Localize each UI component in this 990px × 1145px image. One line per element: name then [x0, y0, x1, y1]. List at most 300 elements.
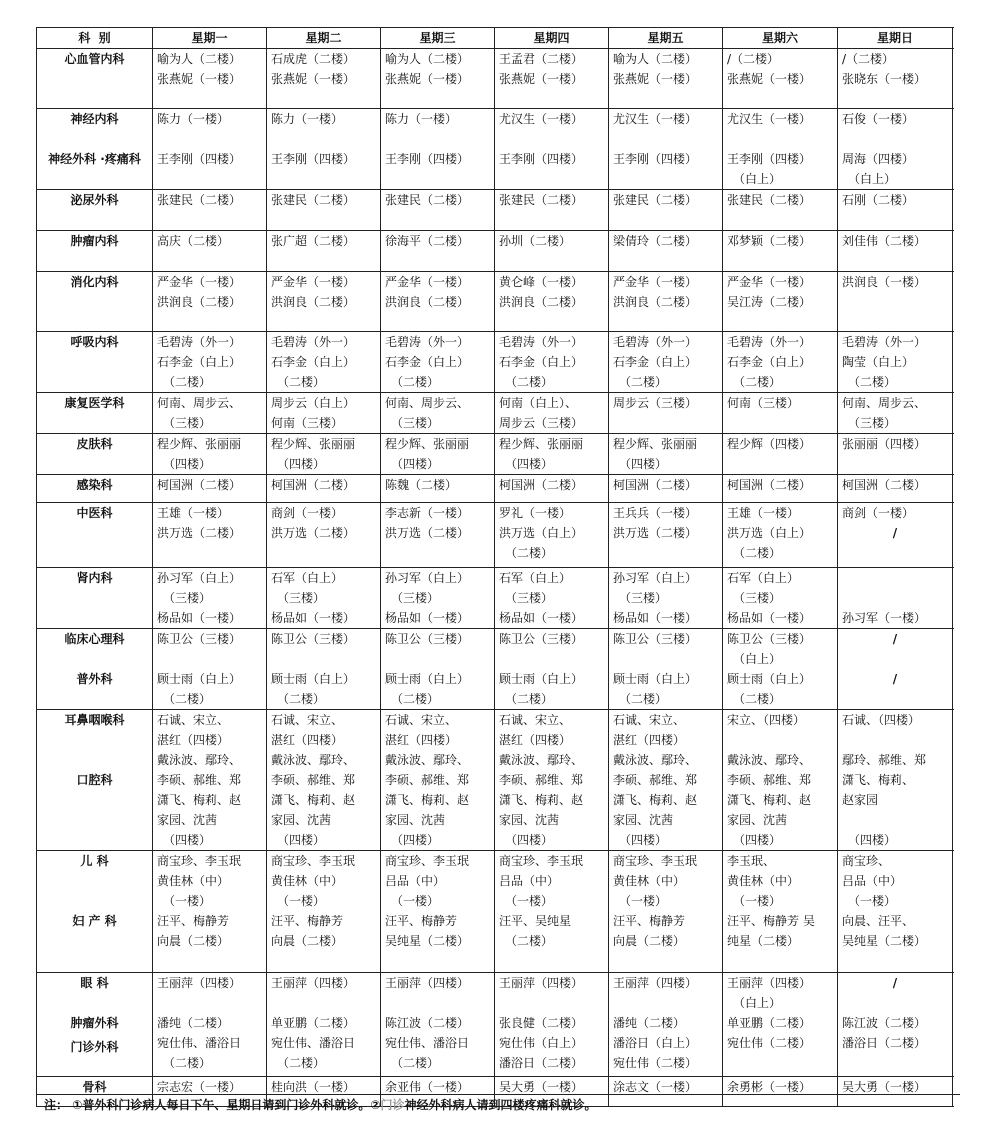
doctor-cell	[267, 231, 381, 272]
table-row	[37, 393, 953, 434]
dept-name: 神经内科	[70, 112, 119, 126]
doctor-cell	[723, 49, 838, 109]
doctor-line: 王李刚（四楼）	[271, 152, 356, 166]
doctor-line: （四楼）	[619, 833, 668, 847]
dept-name: 心血管内科	[64, 52, 125, 66]
doctor-line: 鄢玲、郝维、郑	[842, 753, 927, 767]
doctor-line: 张建民（二楼）	[385, 193, 470, 207]
doctor-line: 余亚伟（一楼）	[385, 1080, 470, 1094]
doctor-line: （二楼）	[391, 375, 440, 389]
doctor-line: （三楼）	[163, 416, 212, 430]
doctor-line: （二楼）	[619, 692, 668, 706]
table-row	[37, 49, 953, 109]
doctor-line: 李硕、郝维、郑	[613, 773, 698, 787]
doctor-cell	[267, 109, 381, 190]
doctor-line: 黄佳林（中）	[613, 874, 686, 888]
doctor-line: 洪润良（二楼）	[157, 295, 242, 309]
doctor-line	[499, 993, 604, 1013]
doctor-line: 商宝珍、李玉珉	[385, 854, 470, 868]
doctor-line: 王丽萍（四楼）	[499, 976, 584, 990]
doctor-line	[271, 993, 376, 1013]
doctor-line: 顾士雨（白上）	[157, 672, 242, 686]
doctor-cell	[838, 503, 953, 568]
table-row	[37, 568, 953, 629]
footnote-label: 注：	[44, 1098, 69, 1112]
table-row	[37, 851, 953, 973]
doctor-line: 陈卫公（三楼）	[499, 632, 584, 646]
doctor-line: 张燕妮（一楼）	[271, 72, 356, 86]
doctor-cell	[838, 190, 953, 231]
doctor-cell	[381, 710, 495, 851]
doctor-line: 周步云（三楼）	[613, 396, 698, 410]
doctor-line: 王丽萍（四楼）	[157, 976, 242, 990]
doctor-line: （二楼）	[277, 692, 326, 706]
doctor-line: 尤汉生（一楼）	[727, 112, 812, 126]
doctor-line: 孙习军（白上）	[385, 571, 470, 585]
doctor-line: （白上）	[848, 172, 897, 186]
dept-name: 临床心理科	[64, 632, 125, 646]
doctor-line: 潇飞、梅莉、赵	[157, 793, 242, 807]
doctor-cell	[153, 503, 267, 568]
doctor-line: 张燕妮（一楼）	[613, 72, 698, 86]
doctor-line: 宋立、（四楼）	[727, 713, 806, 727]
doctor-line: 杨品如（一楼）	[727, 611, 812, 625]
doctor-cell	[609, 231, 723, 272]
doctor-line: 石成虎（二楼）	[271, 52, 356, 66]
doctor-line: /（二楼）	[842, 52, 895, 66]
doctor-line: 何南、周步云、	[842, 396, 927, 410]
dept-cell	[37, 568, 153, 629]
doctor-line: 吴大勇（一楼）	[842, 1080, 927, 1094]
doctor-cell	[609, 710, 723, 851]
doctor-line: （二楼）	[163, 1056, 212, 1070]
doctor-line: 石军（白上）	[727, 571, 800, 585]
doctor-line: 严金华（一楼）	[385, 275, 470, 289]
doctor-line	[499, 649, 604, 669]
doctor-line: 王李刚（四楼）	[499, 152, 584, 166]
doctor-line: 顾士雨（白上）	[727, 672, 812, 686]
doctor-line: 赵家园	[842, 793, 879, 807]
doctor-line: 柯国洲（二楼）	[613, 478, 698, 492]
doctor-line: （白上）	[733, 996, 782, 1010]
doctor-cell	[495, 973, 609, 1077]
doctor-cell	[838, 332, 953, 393]
doctor-line: 汪平、梅静芳	[385, 914, 458, 928]
doctor-line: 李硕、郝维、郑	[385, 773, 470, 787]
footnote	[36, 1094, 960, 1115]
doctor-line: 张燕妮（一楼）	[385, 72, 470, 86]
doctor-line: 石诚、宋立、	[271, 713, 344, 727]
doctor-line: 洪润良（二楼）	[271, 295, 356, 309]
doctor-line: 顾士雨（白上）	[271, 672, 356, 686]
doctor-line: （一楼）	[848, 894, 897, 908]
doctor-line: （一楼）	[391, 894, 440, 908]
doctor-line: 陈江波（二楼）	[385, 1016, 470, 1030]
doctor-cell	[153, 109, 267, 190]
doctor-line: 毛碧涛（外一）	[613, 335, 698, 349]
header-day: 星期三	[381, 28, 495, 49]
doctor-cell	[495, 434, 609, 475]
doctor-line: 吴纯星（二楼）	[385, 934, 470, 948]
doctor-line: 吴纯星（二楼）	[842, 934, 927, 948]
doctor-line: 程少辉、张丽丽	[271, 437, 356, 451]
doctor-line: 汪平、梅静芳 吴	[727, 914, 815, 928]
doctor-line: 李硕、郝维、郑	[499, 773, 584, 787]
dept-name: 门诊外科	[70, 1040, 119, 1054]
doctor-cell	[153, 434, 267, 475]
doctor-line: 孙习军（白上）	[613, 571, 698, 585]
doctor-line: 王丽萍（四楼）	[613, 976, 698, 990]
table-row	[37, 109, 953, 190]
doctor-line: 戴泳波、鄢玲、	[727, 753, 812, 767]
schedule-sheet	[36, 27, 952, 1107]
doctor-line: 吕品（中）	[842, 874, 903, 888]
doctor-line: （四楼）	[163, 833, 212, 847]
doctor-line: 黄佳林（中）	[271, 874, 344, 888]
doctor-line	[842, 649, 948, 669]
doctor-cell	[495, 231, 609, 272]
doctor-line: 王李刚（四楼）	[385, 152, 470, 166]
header-day: 星期二	[267, 28, 381, 49]
doctor-line: 洪润良（二楼）	[613, 295, 698, 309]
doctor-line: 王丽萍（四楼）	[727, 976, 812, 990]
doctor-line: （二楼）	[733, 546, 782, 560]
doctor-line: 毛碧涛（外一）	[271, 335, 356, 349]
table-row	[37, 973, 953, 1077]
table-row	[37, 475, 953, 503]
doctor-cell	[495, 272, 609, 332]
doctor-line: 柯国洲（二楼）	[499, 478, 584, 492]
doctor-line	[271, 649, 376, 669]
header-row	[37, 28, 953, 49]
doctor-line: （二楼）	[391, 1056, 440, 1070]
doctor-line: 石俊（一楼）	[842, 112, 915, 126]
doctor-line: 洪万选（二楼）	[157, 526, 242, 540]
dept-name: 肿瘤外科	[70, 1016, 119, 1030]
dept-cell	[37, 851, 153, 973]
doctor-line: （三楼）	[391, 591, 440, 605]
doctor-line: 张晓东（一楼）	[842, 72, 927, 86]
dept-name: 中医科	[76, 506, 113, 520]
doctor-cell	[267, 393, 381, 434]
doctor-line: 柯国洲（二楼）	[271, 478, 356, 492]
doctor-line: 吴江涛（二楼）	[727, 295, 812, 309]
doctor-line: 宛仕伟（二楼）	[727, 1036, 812, 1050]
header-day: 星期六	[723, 28, 838, 49]
doctor-line: 洪万选（二楼）	[385, 526, 470, 540]
doctor-line: 杨品如（一楼）	[157, 611, 242, 625]
doctor-line: 邓梦颖（二楼）	[727, 234, 812, 248]
doctor-line: 喻为人（二楼）	[385, 52, 470, 66]
doctor-cell	[609, 190, 723, 231]
doctor-line: 陈力（一楼）	[385, 112, 458, 126]
doctor-line: 陈江波（二楼）	[842, 1016, 927, 1030]
doctor-cell	[381, 434, 495, 475]
doctor-line: （一楼）	[733, 894, 782, 908]
doctor-line: 王丽萍（四楼）	[385, 976, 470, 990]
doctor-line: 戴泳波、鄢玲、	[385, 753, 470, 767]
doctor-line: 吕品（中）	[385, 874, 446, 888]
doctor-line: 潇飞、梅莉、赵	[727, 793, 812, 807]
doctor-cell	[609, 629, 723, 710]
doctor-cell	[609, 393, 723, 434]
doctor-line: 毛碧涛（外一）	[385, 335, 470, 349]
doctor-cell	[723, 710, 838, 851]
doctor-cell	[267, 49, 381, 109]
doctor-line: 家园、沈茜	[613, 813, 674, 827]
doctor-line: （三楼）	[733, 591, 782, 605]
table-row	[37, 629, 953, 710]
doctor-line: 戴泳波、鄢玲、	[157, 753, 242, 767]
doctor-cell	[723, 851, 838, 973]
doctor-line: 毛碧涛（外一）	[842, 335, 927, 349]
doctor-line: （三楼）	[163, 591, 212, 605]
table-row	[37, 231, 953, 272]
dept-cell	[37, 272, 153, 332]
doctor-line: 潇飞、梅莉、赵	[613, 793, 698, 807]
dept-name: 妇 产 科	[72, 914, 117, 928]
doctor-cell	[381, 475, 495, 503]
doctor-line: 王雄（一楼）	[727, 506, 800, 520]
doctor-line: （四楼）	[277, 457, 326, 471]
doctor-line: 王李刚（四楼）	[157, 152, 242, 166]
doctor-line: 张建民（二楼）	[157, 193, 242, 207]
doctor-line: 顾士雨（白上）	[385, 672, 470, 686]
doctor-line: 严金华（一楼）	[727, 275, 812, 289]
doctor-line	[842, 730, 948, 750]
doctor-line	[613, 649, 718, 669]
doctor-line: （一楼）	[163, 894, 212, 908]
doctor-line: /（二楼）	[727, 52, 780, 66]
doctor-cell	[267, 434, 381, 475]
doctor-cell	[381, 49, 495, 109]
dept-cell	[37, 710, 153, 851]
doctor-cell	[153, 710, 267, 851]
doctor-line: 王李刚（四楼）	[727, 152, 812, 166]
doctor-line: 毛碧涛（外一）	[499, 335, 584, 349]
doctor-line: 石李金（白上）	[271, 355, 356, 369]
doctor-cell	[838, 629, 953, 710]
doctor-line	[842, 129, 948, 149]
doctor-line: 湛红（四楼）	[613, 733, 686, 747]
dept-name: 骨科	[82, 1080, 107, 1094]
doctor-line: 洪万选（白上）	[727, 526, 812, 540]
doctor-line: （二楼）	[848, 375, 897, 389]
doctor-cell	[609, 475, 723, 503]
doctor-cell	[838, 475, 953, 503]
doctor-line: 陈卫公（三楼）	[613, 632, 698, 646]
dept-cell	[37, 393, 153, 434]
doctor-cell	[267, 503, 381, 568]
doctor-cell	[838, 851, 953, 973]
doctor-line: 尤汉生（一楼）	[613, 112, 698, 126]
doctor-line: （二楼）	[163, 692, 212, 706]
doctor-line: 湛红（四楼）	[499, 733, 572, 747]
doctor-line: 家园、沈茜	[499, 813, 560, 827]
doctor-cell	[153, 568, 267, 629]
doctor-cell	[495, 710, 609, 851]
doctor-line: 王兵兵（一楼）	[613, 506, 698, 520]
doctor-line	[727, 730, 833, 750]
doctor-line: 毛碧涛（外一）	[157, 335, 242, 349]
doctor-cell	[153, 851, 267, 973]
doctor-line: 程少辉、张丽丽	[499, 437, 584, 451]
doctor-line: 李硕、郝维、郑	[727, 773, 812, 787]
doctor-line: 家园、沈茜	[271, 813, 332, 827]
doctor-cell	[609, 272, 723, 332]
footnote-text-a: ①普外科门诊病人每日下午、星期日请到门诊外科就诊。②	[72, 1098, 381, 1112]
dept-name: 康复医学科	[64, 396, 125, 410]
doctor-line: 毛碧涛（外一）	[727, 335, 812, 349]
dept-cell	[37, 475, 153, 503]
dept-cell	[37, 973, 153, 1077]
doctor-cell	[838, 272, 953, 332]
doctor-cell	[723, 231, 838, 272]
doctor-line: 黄仑峰（一楼）	[499, 275, 584, 289]
doctor-cell	[495, 190, 609, 231]
doctor-cell	[838, 231, 953, 272]
doctor-line: （四楼）	[277, 833, 326, 847]
doctor-line: 宛仕伟、潘浴日	[271, 1036, 356, 1050]
doctor-line: （四楼）	[163, 457, 212, 471]
doctor-line: 石诚、宋立、	[157, 713, 230, 727]
doctor-line	[842, 588, 948, 608]
doctor-line: 程少辉、张丽丽	[385, 437, 470, 451]
doctor-cell	[723, 503, 838, 568]
doctor-line: 柯国洲（二楼）	[157, 478, 242, 492]
doctor-line: 家园、沈茜	[385, 813, 446, 827]
doctor-line: 戴泳波、鄢玲、	[613, 753, 698, 767]
doctor-line: 孙习军（一楼）	[842, 611, 927, 625]
doctor-line: 何南、周步云、	[157, 396, 242, 410]
doctor-line: 向晨（二楼）	[613, 934, 686, 948]
doctor-line: 潘纯（二楼）	[157, 1016, 230, 1030]
doctor-cell	[723, 332, 838, 393]
doctor-line	[385, 129, 490, 149]
doctor-cell	[838, 109, 953, 190]
doctor-line: 张燕妮（一楼）	[157, 72, 242, 86]
footnote-text-b: 门诊	[380, 1098, 405, 1112]
table-row	[37, 190, 953, 231]
doctor-line: （一楼）	[619, 894, 668, 908]
doctor-line: 潇飞、梅莉、赵	[385, 793, 470, 807]
doctor-line	[157, 993, 262, 1013]
doctor-cell	[495, 851, 609, 973]
dept-name: 眼 科	[80, 976, 109, 990]
doctor-cell	[381, 851, 495, 973]
doctor-line: 宗志宏（一楼）	[157, 1080, 242, 1094]
doctor-cell	[609, 434, 723, 475]
doctor-cell	[381, 973, 495, 1077]
doctor-line: （四楼）	[733, 833, 782, 847]
doctor-line: （二楼）	[733, 375, 782, 389]
doctor-line: 商宝珍、李玉珉	[499, 854, 584, 868]
doctor-line: 孙圳（二楼）	[499, 234, 572, 248]
doctor-line: 石诚、宋立、	[385, 713, 458, 727]
doctor-cell	[495, 109, 609, 190]
doctor-cell	[838, 434, 953, 475]
doctor-line	[842, 568, 948, 588]
doctor-line: 周步云（三楼）	[499, 416, 584, 430]
doctor-line: 宛仕伟（白上）	[499, 1036, 584, 1050]
doctor-line: （二楼）	[277, 375, 326, 389]
doctor-cell	[838, 973, 953, 1077]
doctor-cell	[723, 475, 838, 503]
doctor-line: 陈卫公（三楼）	[157, 632, 242, 646]
doctor-cell	[153, 973, 267, 1077]
doctor-line: 洪润良（一楼）	[842, 275, 927, 289]
doctor-line: 严金华（一楼）	[157, 275, 242, 289]
doctor-cell	[267, 332, 381, 393]
doctor-line: 柯国洲（二楼）	[727, 478, 812, 492]
doctor-cell	[381, 231, 495, 272]
doctor-line: 潘浴日（二楼）	[499, 1056, 584, 1070]
doctor-cell	[495, 503, 609, 568]
doctor-line: （三楼）	[848, 416, 897, 430]
doctor-line: /	[892, 672, 898, 686]
dept-cell	[37, 49, 153, 109]
doctor-line	[385, 993, 490, 1013]
header-day: 星期四	[495, 28, 609, 49]
doctor-line: 严金华（一楼）	[613, 275, 698, 289]
dept-cell	[37, 190, 153, 231]
doctor-cell	[609, 568, 723, 629]
doctor-line: 黄佳林（中）	[157, 874, 230, 888]
doctor-line: 湛红（四楼）	[157, 733, 230, 747]
doctor-line: 石李金（白上）	[385, 355, 470, 369]
doctor-cell	[267, 190, 381, 231]
doctor-line: 程少辉（四楼）	[727, 437, 812, 451]
doctor-line: （三楼）	[619, 591, 668, 605]
doctor-cell	[381, 629, 495, 710]
doctor-line: 商剑（一楼）	[271, 506, 344, 520]
doctor-line: 李硕、郝维、郑	[157, 773, 242, 787]
doctor-line: （二楼）	[391, 692, 440, 706]
doctor-cell	[153, 393, 267, 434]
doctor-cell	[153, 475, 267, 503]
doctor-line: 张建民（二楼）	[727, 193, 812, 207]
doctor-line: 陈力（一楼）	[271, 112, 344, 126]
doctor-cell	[153, 49, 267, 109]
doctor-line: 潇飞、梅莉、赵	[499, 793, 584, 807]
doctor-cell	[723, 272, 838, 332]
table-row	[37, 710, 953, 851]
doctor-line: 洪润良（二楼）	[499, 295, 584, 309]
doctor-cell	[723, 393, 838, 434]
doctor-cell	[609, 973, 723, 1077]
doctor-cell	[723, 109, 838, 190]
doctor-line: 戴泳波、鄢玲、	[271, 753, 356, 767]
doctor-cell	[153, 231, 267, 272]
doctor-line: 石李金（白上）	[499, 355, 584, 369]
doctor-line: 潘纯（二楼）	[613, 1016, 686, 1030]
doctor-cell	[495, 393, 609, 434]
doctor-line: /	[892, 976, 898, 990]
doctor-line	[842, 810, 948, 830]
doctor-line: 杨品如（一楼）	[613, 611, 698, 625]
doctor-cell	[495, 475, 609, 503]
doctor-line: 杨品如（一楼）	[271, 611, 356, 625]
doctor-line: （四楼）	[619, 457, 668, 471]
doctor-line: 桂向洪（一楼）	[271, 1080, 356, 1094]
doctor-line: 潘浴日（白上）	[613, 1036, 698, 1050]
doctor-cell	[153, 272, 267, 332]
doctor-line: 张燕妮（一楼）	[499, 72, 584, 86]
doctor-line: 徐海平（二楼）	[385, 234, 470, 248]
doctor-line: 湛红（四楼）	[271, 733, 344, 747]
doctor-line: 石刚（二楼）	[842, 193, 915, 207]
dept-cell	[37, 332, 153, 393]
